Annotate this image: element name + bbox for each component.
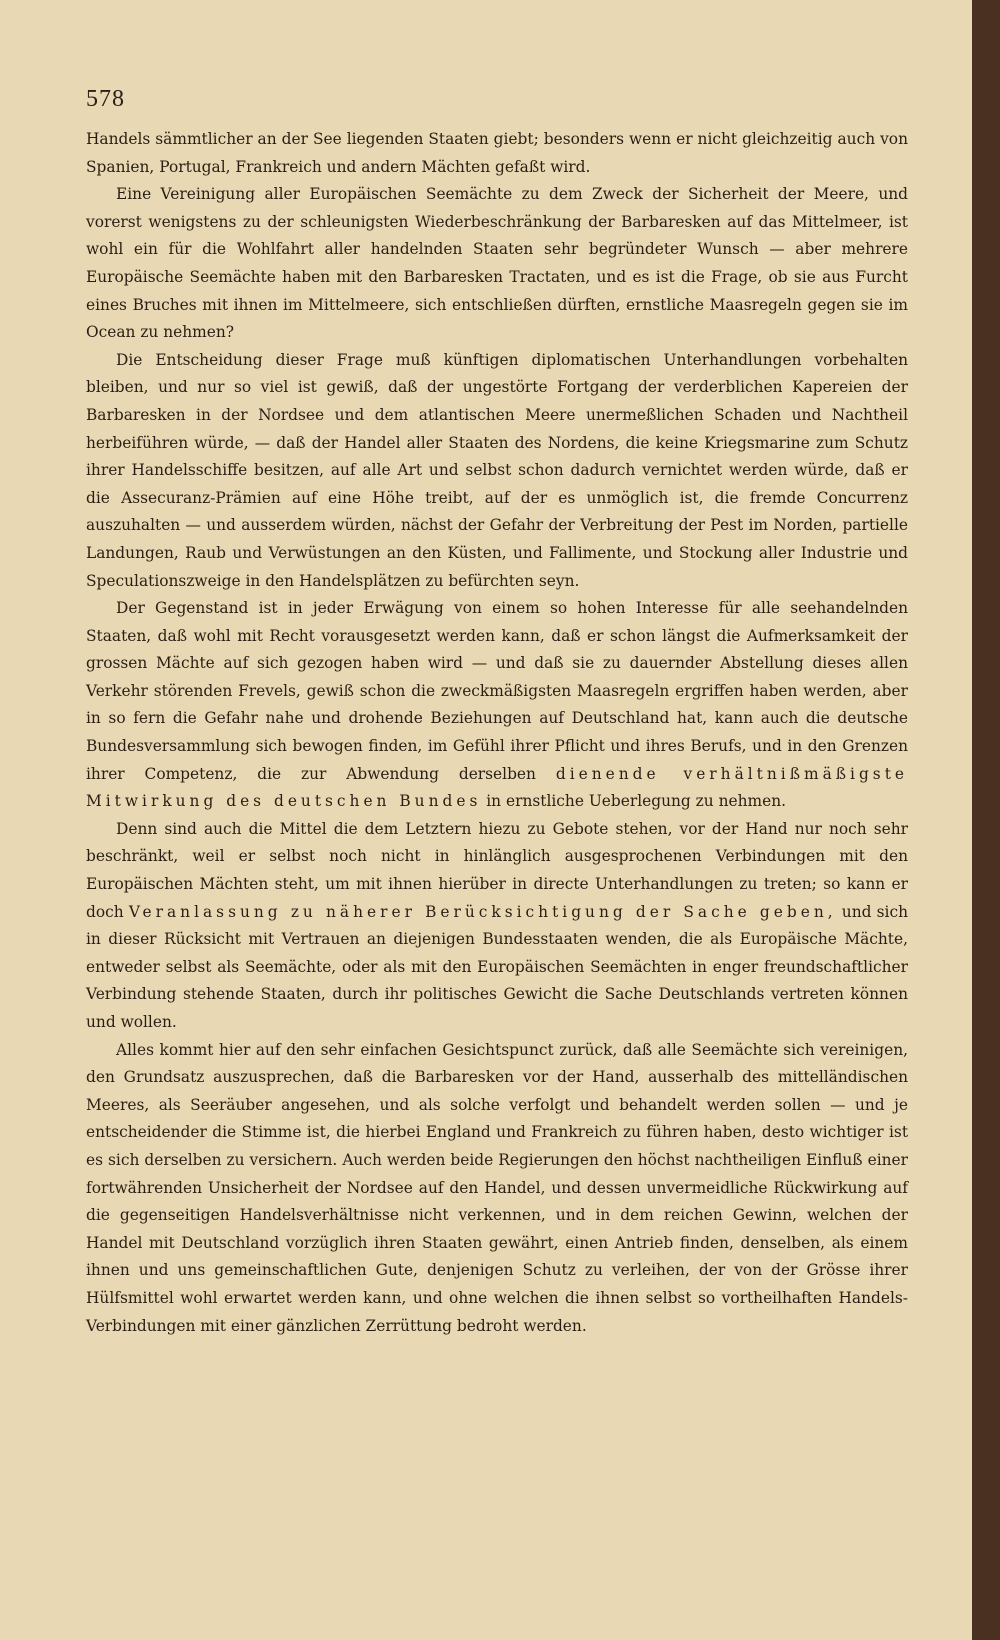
paragraph-1: Handels sämmtlicher an der See liegenden Staaten giebt; besonders wenn er nicht gleichzeitig auch von Spanien, Portugal, Frankreich und andern Mächten gefaßt wird. — [86, 130, 908, 176]
book-edge — [972, 0, 1000, 1640]
body-text — [86, 126, 908, 1340]
paragraph-6: Alles kommt hier auf den sehr einfachen Gesichtspunct zurück, daß alle Seemächte sich vereinigen, den Grundsatz auszusprechen, daß die Barbaresken vor der Hand, ausserhalb des mittelländischen Meeres, als Seeräuber angesehen, und als solche verfolgt und behandelt werden sollen — und je entscheidender die Stimme ist, die hierbei England und Frankreich zu führen haben, desto wichtiger ist es sich derselben zu versichern. Auch werden beide Regierungen den höchst nachtheiligen Einfluß einer fortwährenden Unsicherheit der Nordsee auf den Handel, und dessen unvermeidliche Rückwirkung auf die gegenseitigen Handelsverhältnisse nicht verkennen, und in dem reichen Gewinn, welchen der Handel mit Deutschland vorzüglich ihren Staaten gewährt, einen Antrieb finden, denselben, als einem ihnen und uns gemeinschaftlichen Gute, denjenigen Schutz zu verleihen, der von der Grösse ihrer Hülfsmittel wohl erwartet werden kann, und ohne welchen die ihnen selbst so vortheilhaften Handels-Verbindungen mit einer gänzlichen Zerrüttung bedroht werden. — [86, 1040, 908, 1335]
paragraph-4-text-after: in ernstliche Ueberlegung zu nehmen. — [481, 792, 787, 811]
paragraph-4 — [86, 595, 908, 816]
paragraph-5-emphasis: Veranlassung zu näherer Berücksichtigung der Sache geben, — [128, 902, 837, 921]
paragraph-2: Eine Vereinigung aller Europäischen Seemächte zu dem Zweck der Sicherheit der Meere, und vorerst wenigstens zu der schleunigsten Wiederbeschränkung der Barbaresken auf das Mittelmeer, ist wohl ein für die Wohlfahrt aller handelnden Staaten sehr begründeter Wunsch — aber mehrere Europäische Seemächte haben mit den Barbaresken Tractaten, und es ist die Frage, ob sie aus Furcht eines Bruches mit ihnen im Mittelmeere, sich entschließen dürften, ernstliche Maasregeln gegen sie im Ocean zu nehmen? — [86, 185, 908, 342]
page-number: 578 — [86, 86, 125, 112]
paragraph-5-text-before: Denn sind auch die Mittel die dem Letztern hiezu zu Gebote stehen, vor der Hand nur noch sehr beschränkt, weil er selbst noch nicht in hinlänglich ausgesprochenen Verbindungen mit den Europäischen Mächten steht, um mit ihnen hierüber in directe Unterhandlungen zu treten; so kann er doch — [86, 819, 908, 921]
paragraph-4-emphasis: dienende verhältnißmäßigste Mitwirkung des deutschen Bundes — [86, 764, 908, 811]
paragraph-5-text-after: und sich in dieser Rücksicht mit Vertrauen an diejenigen Bundesstaaten wenden, die als Europäische Mächte, entweder selbst als Seemächte, oder als mit den Europäischen Seemächten in enger freundschaftlicher Verbindung stehende Staaten, durch ihr politisches Gewicht die Sache Deutschlands vertreten können und wollen. — [86, 902, 909, 1031]
paragraph-3: Die Entscheidung dieser Frage muß künftigen diplomatischen Unterhandlungen vorbehalten bleiben, und nur so viel ist gewiß, daß der ungestörte Fortgang der verderblichen Kapereien der Barbaresken in der Nordsee und dem atlantischen Meere unermeßlichen Schaden und Nachtheil herbeiführen würde, — daß der Handel aller Staaten des Nordens, die keine Kriegsmarine zum Schutz ihrer Handelsschiffe besitzen, auf alle Art und selbst schon dadurch vernichtet werden würde, daß er die Assecuranz-Prämien auf eine Höhe treibt, auf der es unmöglich ist, die fremde Concurrenz auszuhalten — und ausserdem würden, nächst der Gefahr der Verbreitung der Pest im Norden, partielle Landungen, Raub und Verwüstungen an den Küsten, und Fallimente, und Stockung aller Industrie und Speculationszweige in den Handelsplätzen zu befürchten seyn. — [86, 350, 908, 590]
paragraph-5 — [86, 816, 908, 1037]
paragraph-4-text-before: Der Gegenstand ist in jeder Erwägung von einem so hohen Interesse für alle seehandelnden Staaten, daß wohl mit Recht vorausgesetzt werden kann, daß er schon längst die Aufmerksamkeit der grossen Mächte auf sich gezogen haben wird — und daß sie zu dauernder Abstellung dieses allen Verkehr störenden Frevels, gewiß schon die zweckmäßigsten Maasregeln ergriffen haben werden, aber in so fern die Gefahr nahe und drohende Beziehungen auf Deutschland hat, kann auch die deutsche Bundesversammlung sich bewogen finden, im Gefühl ihrer Pflicht und ihres Berufs, und in den Grenzen ihrer Competenz, die zur Abwendung derselben — [86, 599, 908, 783]
